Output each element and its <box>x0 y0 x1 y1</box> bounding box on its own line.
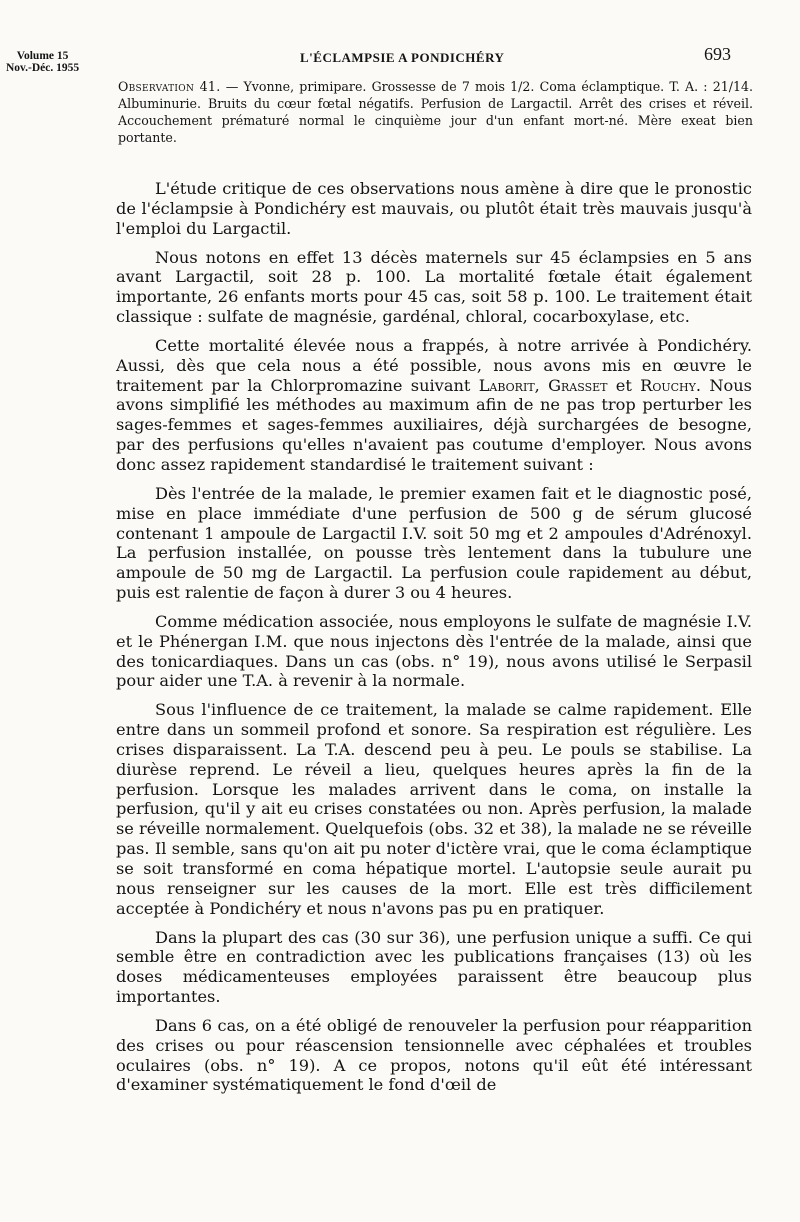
author-laborit: Laborit <box>478 375 535 395</box>
paragraph-6: Sous l'influence de ce traitement, la malade se calme rapidement. Elle entre dans un sommeil profond et sonore. Sa respiration est régulière. Les crises disparaissent. La T.A. descend peu à peu. Le pouls se stabilise. La diurèse reprend. Le réveil a lieu, quelques heures après la fin de la perfusion. Lorsque les malades arrivent dans le coma, on installe la perfusion, qu'il y ait eu crises constatées ou non. Après perfusion, la malade se réveille normalement. Quelquefois (obs. 32 et 38), la malade ne se réveille pas. Il semble, sans qu'on ait pu noter d'ictère vrai, que le coma éclamptique se soit transformé en coma hépatique mortel. L'autopsie seule aurait pu nous renseigner sur les causes de la mort. Elle est très difficilement acceptée à Pondichéry et nous n'avons pas pu en pratiquer. <box>116 700 752 918</box>
volume-info <box>6 50 79 74</box>
page-header <box>0 0 800 80</box>
separator-2: et <box>607 375 641 395</box>
author-rouchy: Rouchy <box>640 375 696 395</box>
paragraph-7: Dans la plupart des cas (30 sur 36), une perfusion unique a suffi. Ce qui semble être en contradiction avec les publications françaises (13) où les doses médicamenteuses employées paraissent être beaucoup plus importantes. <box>116 927 752 1007</box>
issue-date: Nov.-Déc. 1955 <box>6 62 80 74</box>
observation-label: Observation 41. <box>118 79 221 94</box>
separator-1: , <box>534 375 549 395</box>
paragraph-5: Comme médication associée, nous employons le sulfate de magnésie I.V. et le Phénergan I.M. que nous injectons dès l'entrée de la malade, ainsi que des tonicardiaques. Dans un cas (obs. n° 19), nous avons utilisé le Serpasil pour aider une T.A. à revenir à la normale. <box>116 611 752 691</box>
article-body <box>116 179 752 1104</box>
paragraph-8: Dans 6 cas, on a été obligé de renouveler la perfusion pour réapparition des crises ou pour réascension tensionnelle avec céphalées et troubles oculaires (obs. n° 19). A ce propos, notons qu'il eût été intéressant d'examiner systématiquement le fond d'œil de <box>116 1015 752 1095</box>
paragraph-4: Dès l'entrée de la malade, le premier examen fait et le diagnostic posé, mise en place immédiate d'une perfusion de 500 g de sérum glucosé contenant 1 ampoule de Largactil I.V. soit 50 mg et 2 ampoules d'Adrénoxyl. La perfusion installée, on pousse très lentement dans la tubulure une ampoule de 50 mg de Largactil. La perfusion coule rapidement au début, puis est ralentie de façon à durer 3 ou 4 heures. <box>116 483 752 603</box>
paragraph-3 <box>116 336 752 475</box>
paragraph-3-text-a: Cette mortalité élevée nous a frappés, à notre arrivée à Pondichéry. Aussi, dès que cela nous a été possible, nous avons mis en œuvre le traitement par la Chlorpromazine suivant <box>116 335 752 395</box>
running-title: L'ÉCLAMPSIE A PONDICHÉRY <box>300 50 505 65</box>
author-grasset: Grasset <box>548 375 608 395</box>
volume-number: Volume 15 <box>16 50 69 62</box>
observation-41 <box>118 78 753 146</box>
page-number: 693 <box>704 44 731 64</box>
paragraph-2: Nous notons en effet 13 décès maternels sur 45 éclampsies en 5 ans avant Largactil, soit 28 p. 100. La mortalité fœtale était également importante, 26 enfants morts pour 45 cas, soit 58 p. 100. Le traitement était classique : sulfate de magnésie, gardénal, chloral, cocarboxylase, etc. <box>116 247 752 327</box>
paragraph-3-text-b: . Nous avons simplifié les méthodes au maximum afin de ne pas trop perturber les sages-femmes et sages-femmes auxiliaires, déjà surchargées de besogne, par des perfusions qu'elles n'avaient pas coutume d'employer. Nous avons donc assez rapidement standardisé le traitement suivant : <box>116 375 752 474</box>
paragraph-1: L'étude critique de ces observations nous amène à dire que le pronostic de l'éclampsie à Pondichéry est mauvais, ou plutôt était très mauvais jusqu'à l'emploi du Largactil. <box>116 179 752 238</box>
observation-text: — Yvonne, primipare. Grossesse de 7 mois 1/2. Coma éclamptique. T. A. : 21/14. Albuminurie. Bruits du cœur fœtal négatifs. Perfusion de Largactil. Arrêt des crises et réveil. Accouchement prématuré normal le cinquième jour d'un enfant mort-né. Mère exeat bien portante. <box>118 79 753 145</box>
